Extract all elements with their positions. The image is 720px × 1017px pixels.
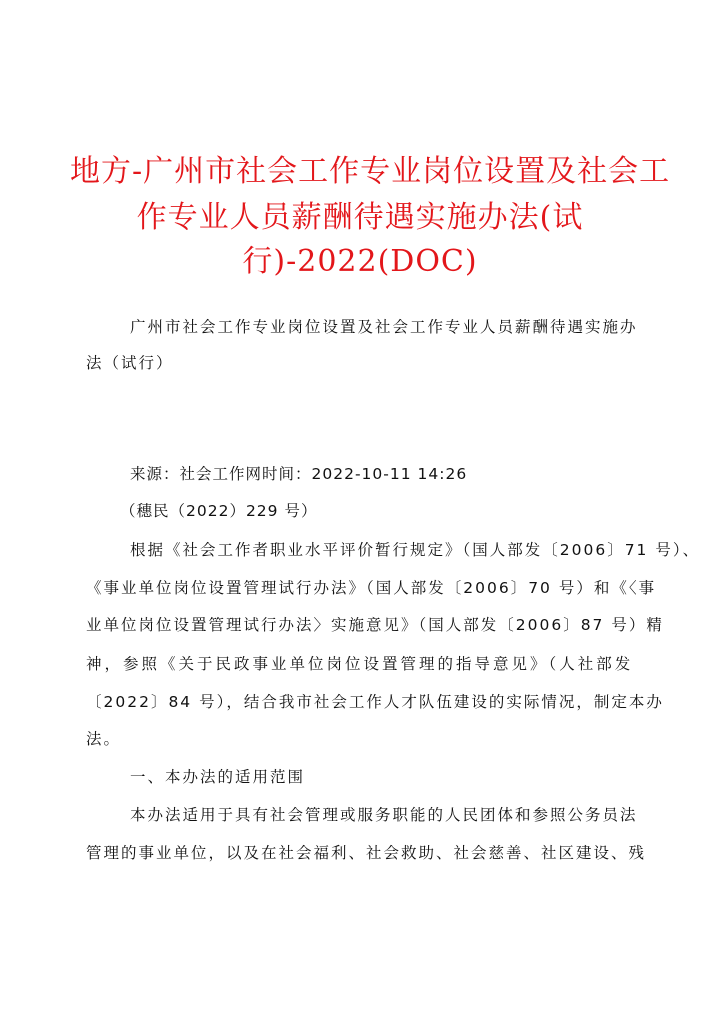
paragraph-1-line-4: 神，参照《关于民政事业单位岗位设置管理的指导意见》（人社部发 <box>86 655 634 673</box>
document-title-line-3: 行)-2022(DOC) <box>242 244 478 279</box>
paragraph-1-line-1: 根据《社会工作者职业水平评价暂行规定》（国人部发〔2006〕71 号）、 <box>130 541 701 559</box>
paragraph-1-line-5: 〔2022〕84 号），结合我市社会工作人才队伍建设的实际情况，制定本办 <box>86 693 664 711</box>
paragraph-2-line-1: 本办法适用于具有社会管理或服务职能的人民团体和参照公务员法 <box>130 806 638 824</box>
subtitle-line-2: 法（试行） <box>86 354 174 372</box>
section-1-heading: 一、本办法的适用范围 <box>130 768 306 786</box>
document-title-line-1: 地方-广州市社会工作专业岗位设置及社会工 <box>70 154 671 189</box>
paragraph-1-line-3: 业单位岗位设置管理试行办法〉实施意见》（国人部发〔2006〕87 号）精 <box>86 616 664 634</box>
paragraph-1-line-6: 法。 <box>86 730 122 748</box>
paragraph-1-line-2: 《事业单位岗位设置管理试行办法》（国人部发〔2006〕70 号）和《〈事 <box>86 579 657 597</box>
paragraph-2-line-2: 管理的事业单位，以及在社会福利、社会救助、社会慈善、社区建设、残 <box>86 844 647 862</box>
document-number: （穗民（2022）229 号） <box>120 502 318 520</box>
source-line: 来源：社会工作网时间：2022-10-11 14:26 <box>130 465 468 483</box>
document-title-line-2: 作专业人员薪酬待遇实施办法(试 <box>136 200 584 235</box>
subtitle-line-1: 广州市社会工作专业岗位设置及社会工作专业人员薪酬待遇实施办 <box>130 318 638 336</box>
